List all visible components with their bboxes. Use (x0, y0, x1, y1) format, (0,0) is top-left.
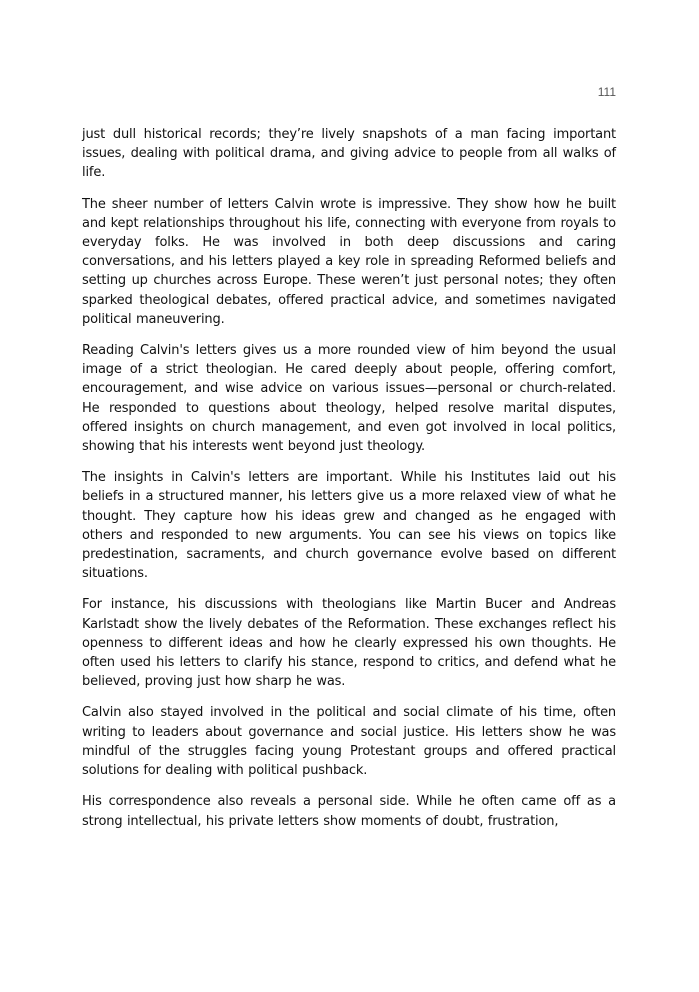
paragraph: The sheer number of letters Calvin wrote is impressive. They show how he built and kept relationships throughout his life, connecting with everyone from royals to everyday folks. He was involved in both deep discussions and caring conversations, and his letters played a key role in spreading Reformed beliefs and setting up churches across Europe. These weren’t just personal notes; they often sparked theological debates, offered practical advice, and sometimes navigated political maneuvering. (82, 196, 616, 327)
paragraph: Reading Calvin's letters gives us a more rounded view of him beyond the usual image of a strict theologian. He cared deeply about people, offering comfort, encouragement, and wise advice on various issues—personal or church-related. He responded to questions about theology, helped resolve marital disputes, offered insights on church management, and even got involved in local politics, showing that his interests went beyond just theology. (82, 343, 616, 455)
paragraph: The insights in Calvin's letters are important. While his Institutes laid out his beliefs in a structured manner, his letters give us a more relaxed view of what he thought. They capture how his ideas grew and changed as he engaged with others and responded to new arguments. You can see his views on topics like predestination, sacraments, and church governance evolve based on different situations. (82, 470, 616, 582)
paragraph: His correspondence also reveals a personal side. While he often came off as a strong intellectual, his private letters show moments of doubt, frustration, (82, 794, 616, 829)
page-body (82, 125, 616, 843)
page-number: 111 (597, 85, 616, 99)
paragraph: Calvin also stayed involved in the political and social climate of his time, often writing to leaders about governance and social justice. His letters show he was mindful of the struggles facing young Protestant groups and offered practical solutions for dealing with political pushback. (82, 705, 616, 779)
paragraph: For instance, his discussions with theologians like Martin Bucer and Andreas Karlstadt show the lively debates of the Reformation. These exchanges reflect his openness to different ideas and how he clearly expressed his own thoughts. He often used his letters to clarify his stance, respond to critics, and defend what he believed, proving just how sharp he was. (82, 597, 616, 690)
paragraph: just dull historical records; they’re lively snapshots of a man facing important issues, dealing with political drama, and giving advice to people from all walks of life. (82, 127, 616, 181)
